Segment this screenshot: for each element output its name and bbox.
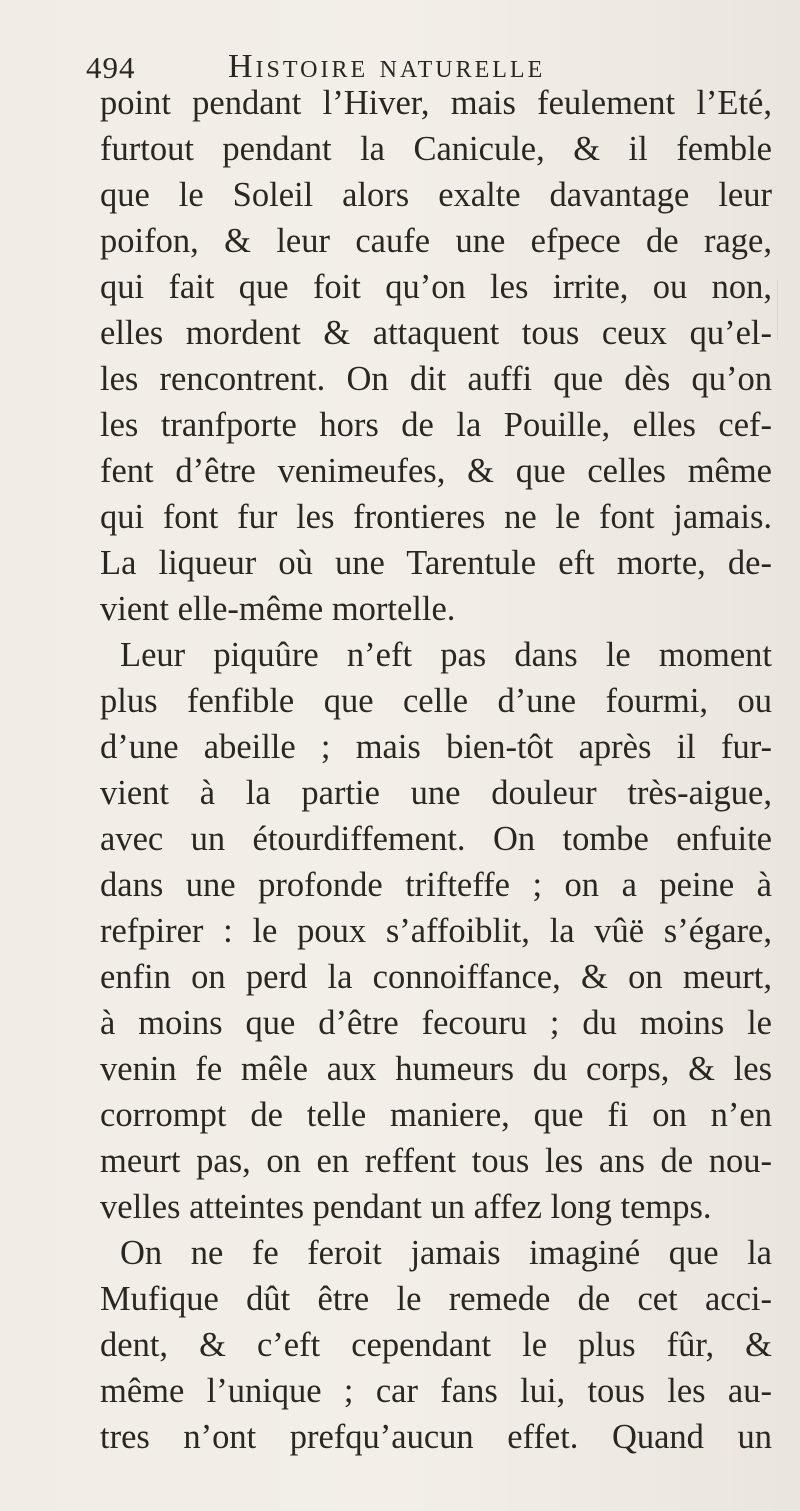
text-line: meurt pas, on en reffent tous les ans de nou- xyxy=(100,1142,772,1180)
text-line: fent d’être venimeufes, & que celles même xyxy=(100,452,772,490)
text-line: vient elle-même mortelle. xyxy=(100,590,456,628)
text-line: poifon, & leur caufe une efpece de rage, xyxy=(100,222,772,260)
text-line: velles atteintes pendant un affez long temps. xyxy=(100,1188,712,1226)
text-line: La liqueur où une Tarentule eft morte, de- xyxy=(100,544,772,582)
text-line: dans une profonde trifteffe ; on a peine à xyxy=(100,866,772,904)
text-line: enfin on perd la connoiffance, & on meurt, xyxy=(100,958,772,996)
text-line: qui font fur les frontieres ne le font jamais. xyxy=(100,498,772,536)
text-line: avec un étourdiffement. On tombe enfuite xyxy=(100,820,772,858)
running-title: Histoire naturelle xyxy=(228,48,546,85)
text-line: furtout pendant la Canicule, & il femble xyxy=(100,130,772,168)
text-line: dent, & c’eft cependant le plus fûr, & xyxy=(100,1326,772,1364)
body-text xyxy=(100,80,772,1460)
text-line: les tranfporte hors de la Pouille, elles cef- xyxy=(100,406,772,444)
paragraph-start-line: Leur piquûre n’eft pas dans le moment xyxy=(120,636,772,674)
text-line: d’une abeille ; mais bien-tôt après il fur- xyxy=(100,728,772,766)
paragraph-start-line: On ne fe feroit jamais imaginé que la xyxy=(120,1234,772,1272)
text-line: refpirer : le poux s’affoiblit, la vûë s’égare, xyxy=(100,912,772,950)
text-line: Mufique dût être le remede de cet acci- xyxy=(100,1280,772,1318)
text-line: les rencontrent. On dit auffi que dès qu’on xyxy=(100,360,772,398)
text-line: corrompt de telle maniere, que fi on n’en xyxy=(100,1096,772,1134)
page-number: 494 xyxy=(86,50,136,85)
text-line: plus fenfible que celle d’une fourmi, ou xyxy=(100,682,772,720)
text-line: qui fait que foit qu’on les irrite, ou non, xyxy=(100,268,772,306)
text-line: point pendant l’Hiver, mais feulement l’Eté, xyxy=(100,84,772,122)
paper-mark xyxy=(777,280,792,340)
text-line: même l’unique ; car fans lui, tous les au- xyxy=(100,1372,772,1410)
text-line: tres n’ont prefqu’aucun effet. Quand un xyxy=(100,1418,772,1456)
text-line: venin fe mêle aux humeurs du corps, & les xyxy=(100,1050,772,1088)
text-line: à moins que d’être fecouru ; du moins le xyxy=(100,1004,772,1042)
text-line: elles mordent & attaquent tous ceux qu’el- xyxy=(100,314,772,352)
text-line: que le Soleil alors exalte davantage leur xyxy=(100,176,772,214)
text-line: vient à la partie une douleur très-aigue, xyxy=(100,774,772,812)
